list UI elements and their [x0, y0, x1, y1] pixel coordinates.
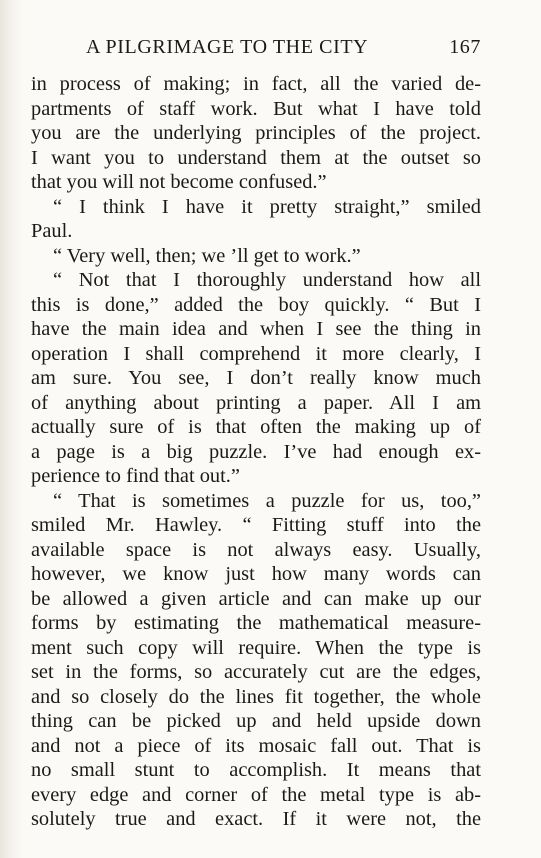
text-line: this is done,” added the boy quickly. “ But I — [31, 293, 481, 316]
text-line: that you will not become confused.” — [31, 171, 327, 193]
text-line: “ That is sometimes a puzzle for us, too,” — [53, 489, 481, 512]
text-line: partments of staff work. But what I have told — [31, 97, 481, 120]
text-line: in process of making; in fact, all the varied de- — [31, 73, 481, 95]
text-line: you are the underlying principles of the project. — [31, 122, 481, 144]
text-line: however, we know just how many words can — [31, 563, 481, 585]
text-line: “ Not that I thoroughly understand how all — [53, 269, 481, 291]
running-head — [31, 34, 481, 66]
text-line: operation I shall comprehend it more clearly, I — [31, 342, 481, 365]
text-line: thing can be picked up and held upside down — [31, 710, 481, 732]
text-line: every edge and corner of the metal type is ab- — [31, 783, 481, 806]
running-head-title: A PILGRIMAGE TO THE CITY — [86, 36, 369, 58]
text-line: forms by estimating the mathematical measure- — [31, 612, 481, 634]
page-number: 167 — [449, 36, 481, 58]
page-gutter-shadow — [0, 0, 22, 858]
text-line: a page is a big puzzle. I’ve had enough ex- — [31, 440, 481, 463]
text-line: be allowed a given article and can make up our — [31, 587, 481, 610]
text-line: I want you to understand them at the outset so — [31, 146, 481, 169]
text-line: ment such copy will require. When the type is — [31, 636, 481, 659]
text-line: no small stunt to accomplish. It means that — [31, 759, 481, 781]
text-line: “ I think I have it pretty straight,” smiled — [53, 195, 481, 218]
text-line: of anything about printing a paper. All I am — [31, 391, 481, 414]
text-line: am sure. You see, I don’t really know much — [31, 367, 481, 389]
text-line: smiled Mr. Hawley. “ Fitting stuff into the — [31, 514, 481, 536]
text-line: set in the forms, so accurately cut are the edges, — [31, 661, 481, 683]
body-text — [31, 72, 481, 832]
text-line: perience to find that out.” — [31, 465, 240, 487]
text-line: and so closely do the lines fit together, the whole — [31, 685, 481, 708]
text-line: solutely true and exact. If it were not, the — [31, 808, 481, 830]
book-page — [31, 34, 481, 832]
text-line: have the main idea and when I see the thing in — [31, 318, 481, 340]
text-line: Paul. — [31, 220, 73, 242]
text-line: available space is not always easy. Usually, — [31, 538, 481, 561]
text-line: “ Very well, then; we ’ll get to work.” — [53, 244, 361, 267]
text-line: and not a piece of its mosaic fall out. That is — [31, 734, 481, 757]
text-line: actually sure of is that often the making up of — [31, 416, 481, 438]
